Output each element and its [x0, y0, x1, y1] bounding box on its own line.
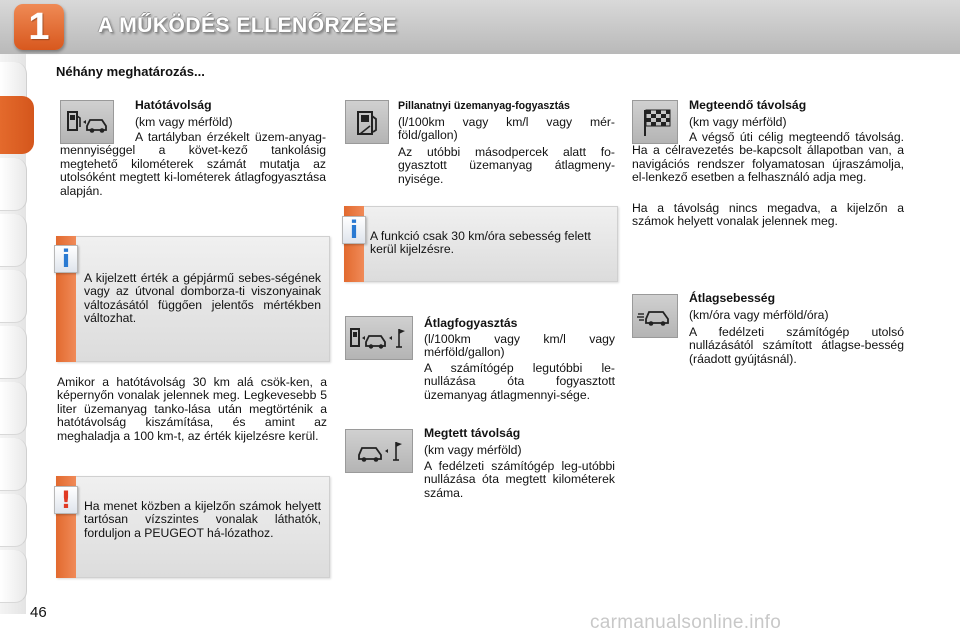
range-unit: (km vagy mérföld) [135, 115, 233, 129]
side-tab-active[interactable] [0, 96, 34, 154]
average-speed-title: Átlagsebesség [689, 291, 776, 305]
fuel-pump-car-flag-icon [345, 316, 413, 360]
instant-title: Pillanatnyi üzemanyag-fogyasztás [398, 100, 570, 112]
side-tab-3[interactable] [0, 158, 27, 211]
distance-travelled-unit: (km vagy mérföld) [424, 443, 522, 457]
info-icon-instant: i [342, 216, 366, 244]
warning-icon: ! [54, 486, 78, 514]
range-title: Hatótávolság [135, 98, 212, 112]
average-speed-body: A fedélzeti számítógép utolsó nullázásától számított átlagse-besség (ráadott gyújtásnál). [689, 325, 904, 366]
distance-to-go-unit: (km vagy mérföld) [689, 115, 787, 129]
section-heading: Néhány meghatározás... [56, 64, 205, 79]
distance-to-go-note: Ha a távolság nincs megadva, a kijelzőn a számok helyett vonalak jelennek meg. [632, 201, 904, 229]
side-tab-7[interactable] [0, 382, 27, 435]
distance-travelled-title: Megtett távolság [424, 426, 521, 440]
distance-to-go-title: Megteendő távolság [689, 98, 807, 112]
average-consumption-body: A számítógép legutóbbi le-nullázása óta fogyasztott üzemanyag átlagmennyi-sége. [424, 361, 615, 402]
fuel-pump-icon [345, 100, 389, 144]
warning-text: Ha menet közben a kijelzőn számok helyett tartósan vízszintes vonalak láthatók, forduljon a PEUGEOT há-lózathoz. [84, 499, 321, 540]
side-tab-4[interactable] [0, 214, 27, 267]
distance-to-go-body: A végső úti célig megteendő távolság. Ha a célravezetés be-kapcsolt állapotban van, a navigációs rendszer folyamatosan újraszámolja, el-lenkező esetben a felhasználó adja meg. [632, 130, 904, 185]
distance-travelled-body: A fedélzeti számítógép leg-utóbbi nullázása óta megtett kilométerek száma. [424, 459, 615, 500]
info-range-text: A kijelzett érték a gépjármű sebes-ségének vagy az útvonal domborza-ti viszonyainak változásától függően jelentős mértékben változhat. [84, 271, 321, 326]
page-title: A MŰKÖDÉS ELLENŐRZÉSE [98, 14, 398, 37]
side-tab-6[interactable] [0, 326, 27, 379]
side-tab-9[interactable] [0, 494, 27, 547]
info-icon: i [54, 245, 78, 273]
page-number: 46 [30, 604, 47, 621]
side-tab-5[interactable] [0, 270, 27, 323]
side-tab-10[interactable] [0, 550, 27, 603]
average-speed-unit: (km/óra vagy mérföld/óra) [689, 308, 829, 322]
watermark: carmanualsonline.info [590, 612, 782, 633]
info-instant-text: A funkció csak 30 km/óra sebesség felett kerül kijelzésre. [370, 229, 591, 257]
car-flag-icon [345, 429, 413, 473]
range-note: Amikor a hatótávolság 30 km alá csök-ken, a képernyőn vonalak jelennek meg. Legkevesebb 5 liter üzemanyag tanko-lása után megtörténik a hatótávolság kiszámítása, és amint az meghaladja a 100 km-t, az érték kijelzésre kerül. [57, 375, 327, 443]
car-speed-icon [632, 294, 678, 338]
average-consumption-title: Átlagfogyasztás [424, 316, 518, 330]
instant-body: Az utóbbi másodpercek alatt fo-gyasztott üzemanyag átlagmeny-nyisége. [398, 145, 615, 186]
side-tab-8[interactable] [0, 438, 27, 491]
instant-unit: (l/100km vagy km/l vagy mér-föld/gallon) [398, 115, 615, 143]
range-body: A tartályban érzékelt üzem-anyag-mennyiséggel a követ-kező tankolásig megtehető kilométerek számát mutatja az utolsóként megtett ki-lométerek átlagfogyasztása alapján. [60, 130, 326, 198]
average-consumption-unit: (l/100km vagy km/l vagy mérföld/gallon) [424, 332, 615, 360]
chapter-number: 1 [28, 6, 50, 48]
